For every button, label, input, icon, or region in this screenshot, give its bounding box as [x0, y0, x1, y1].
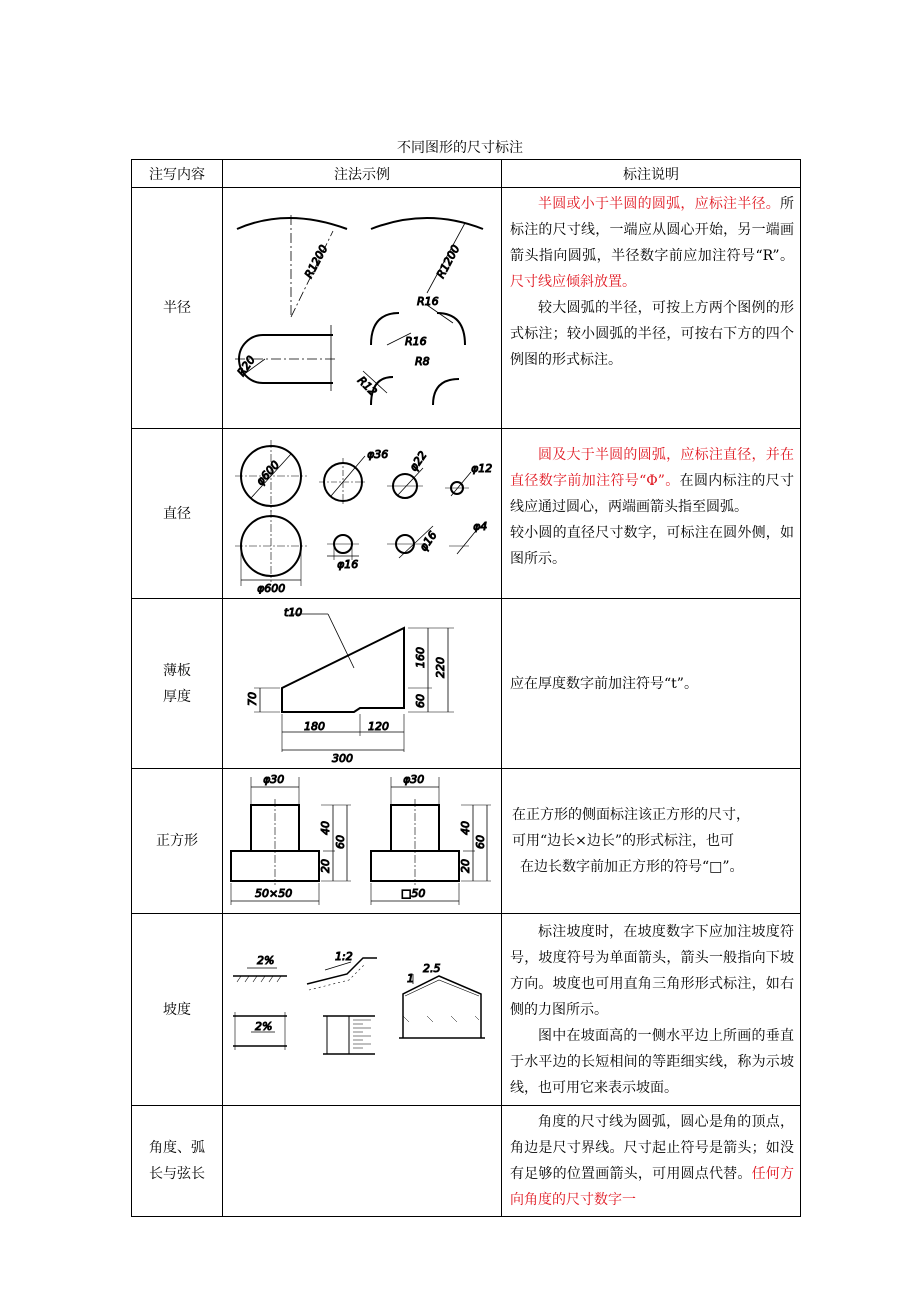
label-t10: t10 [284, 605, 303, 619]
figure-radius [223, 188, 502, 429]
desc-plate-text: 应在厚度数字前加注符号“t”。 [510, 675, 698, 692]
header-content: 注写内容 [132, 160, 223, 188]
desc-square-2: 可用“边长×边长”的形式标注，也可 [512, 833, 735, 849]
row-slope [132, 914, 801, 1106]
figure-square [223, 769, 502, 914]
label-d16-b: φ16 [416, 528, 440, 554]
slope-drawing [227, 950, 497, 1070]
label-slope: 坡度 [132, 914, 223, 1106]
label-angle-1: 角度、弧 [149, 1140, 205, 1156]
square-drawing [227, 771, 497, 911]
desc-slope [502, 914, 801, 1106]
label-h60: 60 [414, 693, 427, 708]
desc-square [502, 769, 801, 914]
label-r1200-b: R1200 [434, 242, 463, 281]
header-row [132, 160, 801, 188]
label-d12: φ12 [471, 461, 493, 475]
desc-diameter-2: 较小圆的直径尺寸数字，可标注在圆外侧，如图所示。 [510, 524, 794, 567]
row-plate [132, 599, 801, 769]
desc-square-3: 在边长数字前加正方形的符号“□”。 [520, 859, 744, 875]
desc-radius-2: 较大圆弧的半径，可按上方两个图例的形式标注；较小圆弧的半径，可按右下方的四个例图的形式标注。 [510, 300, 794, 368]
label-h20-b: 20 [459, 859, 472, 873]
label-w-a: 50×50 [255, 887, 293, 900]
desc-square-1: 在正方形的侧面标注该正方形的尺寸， [512, 807, 750, 823]
row-diameter [132, 429, 801, 599]
figure-angle [223, 1106, 502, 1217]
row-square [132, 769, 801, 914]
label-d22: φ22 [406, 448, 430, 474]
header-example: 注法示例 [223, 160, 502, 188]
label-slope-1: 2% [257, 953, 275, 967]
figure-slope [223, 914, 502, 1106]
label-slope-3: 2% [255, 1019, 273, 1033]
desc-diameter [502, 429, 801, 599]
label-diameter: 直径 [132, 429, 223, 599]
figure-diameter [223, 429, 502, 599]
desc-radius-red: 半圆或小于半圆的圆弧，应标注半径。 [538, 196, 780, 212]
label-d4: φ4 [473, 519, 488, 533]
label-r16-b: R16 [417, 295, 439, 308]
label-w180: 180 [304, 719, 325, 733]
desc-angle [502, 1106, 801, 1217]
desc-radius [502, 188, 801, 429]
header-explain: 标注说明 [502, 160, 801, 188]
label-h20-a: 20 [319, 859, 332, 873]
label-d30-a: φ30 [263, 773, 285, 786]
label-w300: 300 [332, 751, 353, 764]
desc-plate [502, 599, 801, 769]
label-d600-out: φ600 [257, 581, 286, 594]
desc-diameter-red: 圆及大于半圆的圆弧，应标注直径，并在直径数字前加注符号“Φ”。 [510, 446, 794, 489]
label-square: 正方形 [132, 769, 223, 914]
label-r8: R8 [415, 355, 430, 368]
label-angle-2: 长与弦长 [149, 1166, 205, 1182]
label-h40-a: 40 [319, 821, 332, 835]
row-radius [132, 188, 801, 429]
desc-radius-text: 所标注的尺寸线，一端应从圆心开始，另一端画箭头指向圆弧，半径数字前应加注符号“R”。 [510, 196, 794, 264]
row-angle [132, 1106, 801, 1217]
page-title: 不同图形的尺寸标注 [397, 140, 523, 156]
desc-slope-1: 标注坡度时，在坡度数字下应加注坡度符号，坡度符号为单面箭头，箭头一般指向下坡方向。坡度也可用直角三角形形式标注，如右侧的力图所示。 [510, 923, 794, 1018]
label-w120: 120 [368, 719, 389, 733]
label-r16-a: R16 [405, 335, 427, 348]
label-h40-b: 40 [459, 821, 472, 835]
label-d30-b: φ30 [403, 773, 425, 786]
desc-angle-text: 角度的尺寸线为圆弧，圆心是角的顶点，角边是尺寸界线。尺寸起止符号是箭头；如没有足够的位置画箭头，可用圆点代替。 [510, 1114, 794, 1182]
label-d36: φ36 [367, 447, 389, 461]
label-slope-2: 1:2 [335, 949, 353, 963]
label-plate-1: 薄板 [163, 662, 191, 679]
label-h60-a: 60 [334, 835, 347, 849]
label-angle [132, 1106, 223, 1217]
radius-drawing [227, 205, 497, 411]
label-w-b: □50 [401, 887, 426, 900]
label-r1200-a: R1200 [302, 242, 331, 281]
plate-drawing [232, 604, 492, 764]
label-r20: R20 [234, 353, 258, 379]
label-r12: R12 [354, 373, 380, 399]
label-plate [132, 599, 223, 769]
desc-diameter-text: 在圆内标注的尺寸线应通过圆心，两端画箭头指至圆弧。 [510, 472, 795, 515]
label-radius: 半径 [132, 188, 223, 429]
label-h60-b: 60 [474, 835, 487, 849]
label-slope-5: 1 [407, 971, 414, 985]
label-h70: 70 [246, 691, 259, 706]
label-d600-in: φ600 [253, 457, 283, 488]
figure-plate [223, 599, 502, 769]
desc-radius-red2: 尺寸线应倾斜放置。 [510, 274, 636, 290]
dimension-table [131, 159, 801, 1217]
desc-slope-2: 图中在坡面高的一侧水平边上所画的垂直于水平边的长短相间的等距细实线，称为示坡线，也可用它来表示坡面。 [510, 1027, 794, 1096]
diameter-drawing [227, 434, 497, 594]
label-plate-2: 厚度 [163, 688, 191, 705]
label-h160: 160 [414, 646, 427, 668]
desc-angle-red: 任何方向角度的尺寸数字一 [510, 1166, 794, 1208]
label-d16-a: φ16 [337, 557, 359, 571]
label-h220: 220 [434, 656, 447, 678]
label-slope-4: 2.5 [423, 961, 441, 975]
